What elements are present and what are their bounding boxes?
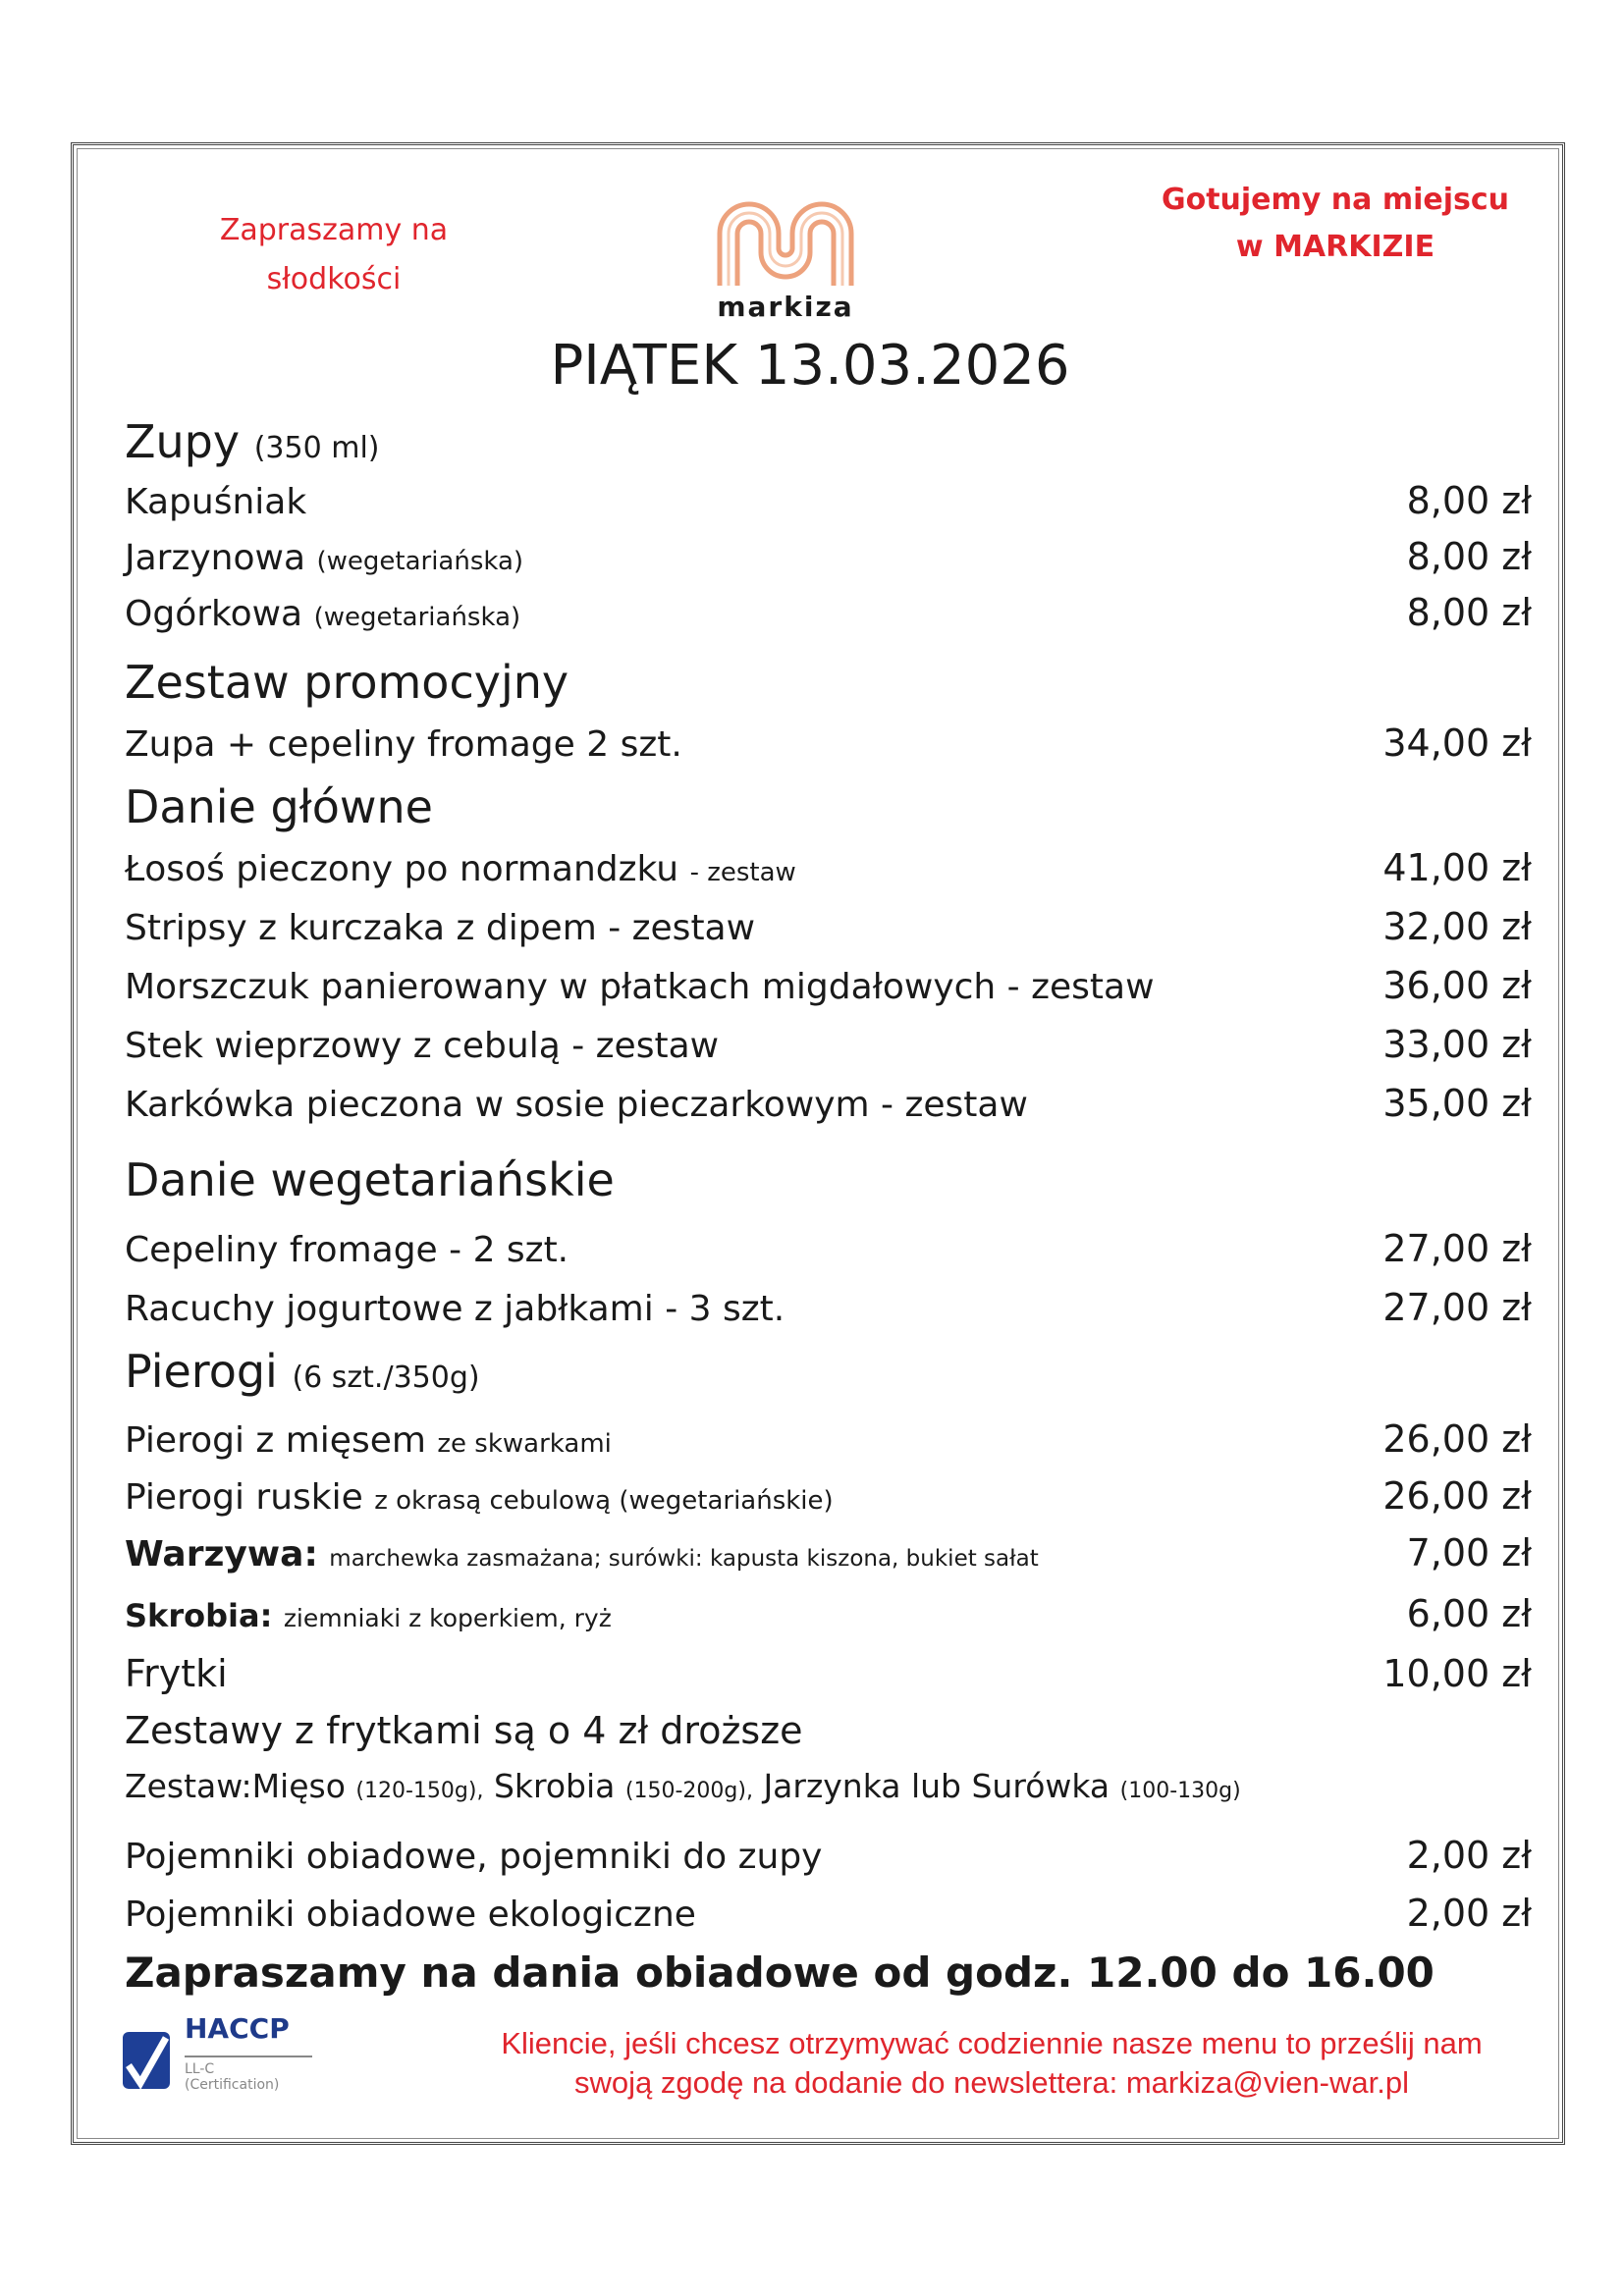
item-price: 8,00 zł [1406,535,1532,578]
newsletter-note [432,2024,1551,2103]
sweets-promo-line: Zapraszamy na [219,213,449,247]
set-info-starch: Skrobia [493,1767,616,1805]
item-price: 41,00 zł [1382,846,1532,889]
menu-item [125,1286,1532,1339]
item-price: 36,00 zł [1382,964,1532,1007]
set-info-veg-weight: (100-130g) [1119,1779,1241,1803]
fries-note-text: Zestawy z frytkami są o 4 zł droższe [125,1709,803,1752]
item-name: Pojemniki obiadowe, pojemniki do zupy [125,1837,823,1877]
menu-item [125,1417,1532,1470]
item-label: Skrobia: [125,1597,273,1634]
item-note: ze skwarkami [437,1429,612,1459]
markiza-logo-icon [712,189,859,288]
sweets-promo-line: słodkości [266,262,402,296]
item-name: Jarzynowa [125,538,306,578]
item-price: 27,00 zł [1382,1286,1532,1329]
item-price: 27,00 zł [1382,1227,1532,1270]
menu-item [125,846,1532,899]
item-label: Warzywa: [125,1534,318,1575]
item-name: Racuchy jogurtowe z jabłkami - 3 szt. [125,1289,785,1329]
menu-item [125,964,1532,1017]
set-info [125,1767,1532,1820]
item-note: (wegetariańska) [316,547,524,576]
set-info-meat-weight: (120-150g), [355,1779,484,1803]
item-note: ziemniaki z koperkiem, ryż [283,1604,612,1632]
menu-item [125,1082,1532,1135]
newsletter-line: swoją zgodę na dodanie do newslettera: markiza@vien-war.pl [574,2065,1409,2100]
item-name: Łosoś pieczony po normandzku [125,849,679,889]
section-heading-promo: Zestaw promocyjny [125,656,569,709]
item-name: Pierogi ruskie [125,1477,363,1518]
menu-item [125,591,1532,644]
item-name: Kapuśniak [125,482,307,522]
item-price: 8,00 zł [1406,479,1532,522]
item-note: (wegetariańska) [313,603,521,632]
item-note: marchewka zasmażana; surówki: kapusta kiszona, bukiet sałat [329,1546,1039,1572]
item-label: Frytki [125,1652,228,1695]
cooking-promo-line: Gotujemy na miejscu [1161,183,1510,217]
item-name: Cepeliny fromage - 2 szt. [125,1230,569,1270]
opening-hours: Zapraszamy na dania obiadowe od godz. 12.00 do 16.00 [125,1949,1435,1997]
set-info-meat: Zestaw:Mięso [125,1767,346,1805]
menu-item [125,1892,1532,1945]
fries-note [125,1709,1532,1762]
cooking-promo [1139,177,1532,271]
newsletter-line: Kliencie, jeśli chcesz otrzymywać codziennie nasze menu to prześlij nam [501,2026,1483,2060]
set-info-starch-weight: (150-200g), [624,1779,753,1803]
set-info-veg: Jarzynka lub Surówka [763,1767,1110,1805]
item-price: 35,00 zł [1382,1082,1532,1125]
section-note: (350 ml) [253,431,380,465]
menu-item [125,1592,1532,1645]
menu-item [125,1834,1532,1887]
menu-item [125,905,1532,958]
item-price: 33,00 zł [1382,1023,1532,1066]
menu-item [125,479,1532,532]
item-price: 26,00 zł [1382,1474,1532,1518]
menu-item [125,1531,1532,1584]
section-heading-soups [125,415,379,468]
section-title: Zupy [125,415,241,468]
sweets-promo [177,206,491,304]
item-price: 8,00 zł [1406,591,1532,634]
item-name: Pojemniki obiadowe ekologiczne [125,1895,696,1935]
item-name: Stripsy z kurczaka z dipem - zestaw [125,908,756,948]
item-name: Stek wieprzowy z cebulą - zestaw [125,1026,720,1066]
section-heading-pierogi [125,1345,480,1398]
menu-item [125,535,1532,588]
item-price: 26,00 zł [1382,1417,1532,1461]
cooking-promo-line: w MARKIZIE [1235,230,1435,264]
item-price: 10,00 zł [1382,1652,1532,1695]
menu-item [125,1023,1532,1076]
brand-name: markiza [717,291,854,323]
haccp-title: HACCP [185,2012,290,2045]
section-heading-mains: Danie główne [125,780,433,833]
item-price: 6,00 zł [1406,1592,1532,1635]
item-price: 2,00 zł [1406,1834,1532,1877]
item-price: 32,00 zł [1382,905,1532,948]
item-price: 2,00 zł [1406,1892,1532,1935]
item-price: 34,00 zł [1382,721,1532,765]
item-name: Zupa + cepeliny fromage 2 szt. [125,724,682,765]
item-price: 7,00 zł [1406,1531,1532,1575]
item-name: Karkówka pieczona w sosie pieczarkowym - zestaw [125,1085,1028,1125]
haccp-subtitle: LL-C (Certification) [185,2056,312,2093]
menu-item [125,1227,1532,1280]
section-note: (6 szt./350g) [292,1361,480,1395]
item-name: Ogórkowa [125,594,303,634]
item-note: - zestaw [689,858,796,887]
menu-item [125,1474,1532,1527]
page-title: PIĄTEK 13.03.2026 [550,334,1070,398]
item-note: z okrasą cebulową (wegetariańskie) [374,1486,834,1516]
item-name: Morszczuk panierowany w płatkach migdałowych - zestaw [125,967,1155,1007]
item-name: Pierogi z mięsem [125,1420,426,1461]
section-heading-vegetarian: Danie wegetariańskie [125,1153,615,1206]
section-title: Pierogi [125,1345,278,1398]
menu-item [125,1652,1532,1705]
haccp-check-icon [123,2032,170,2089]
menu-item [125,721,1532,774]
